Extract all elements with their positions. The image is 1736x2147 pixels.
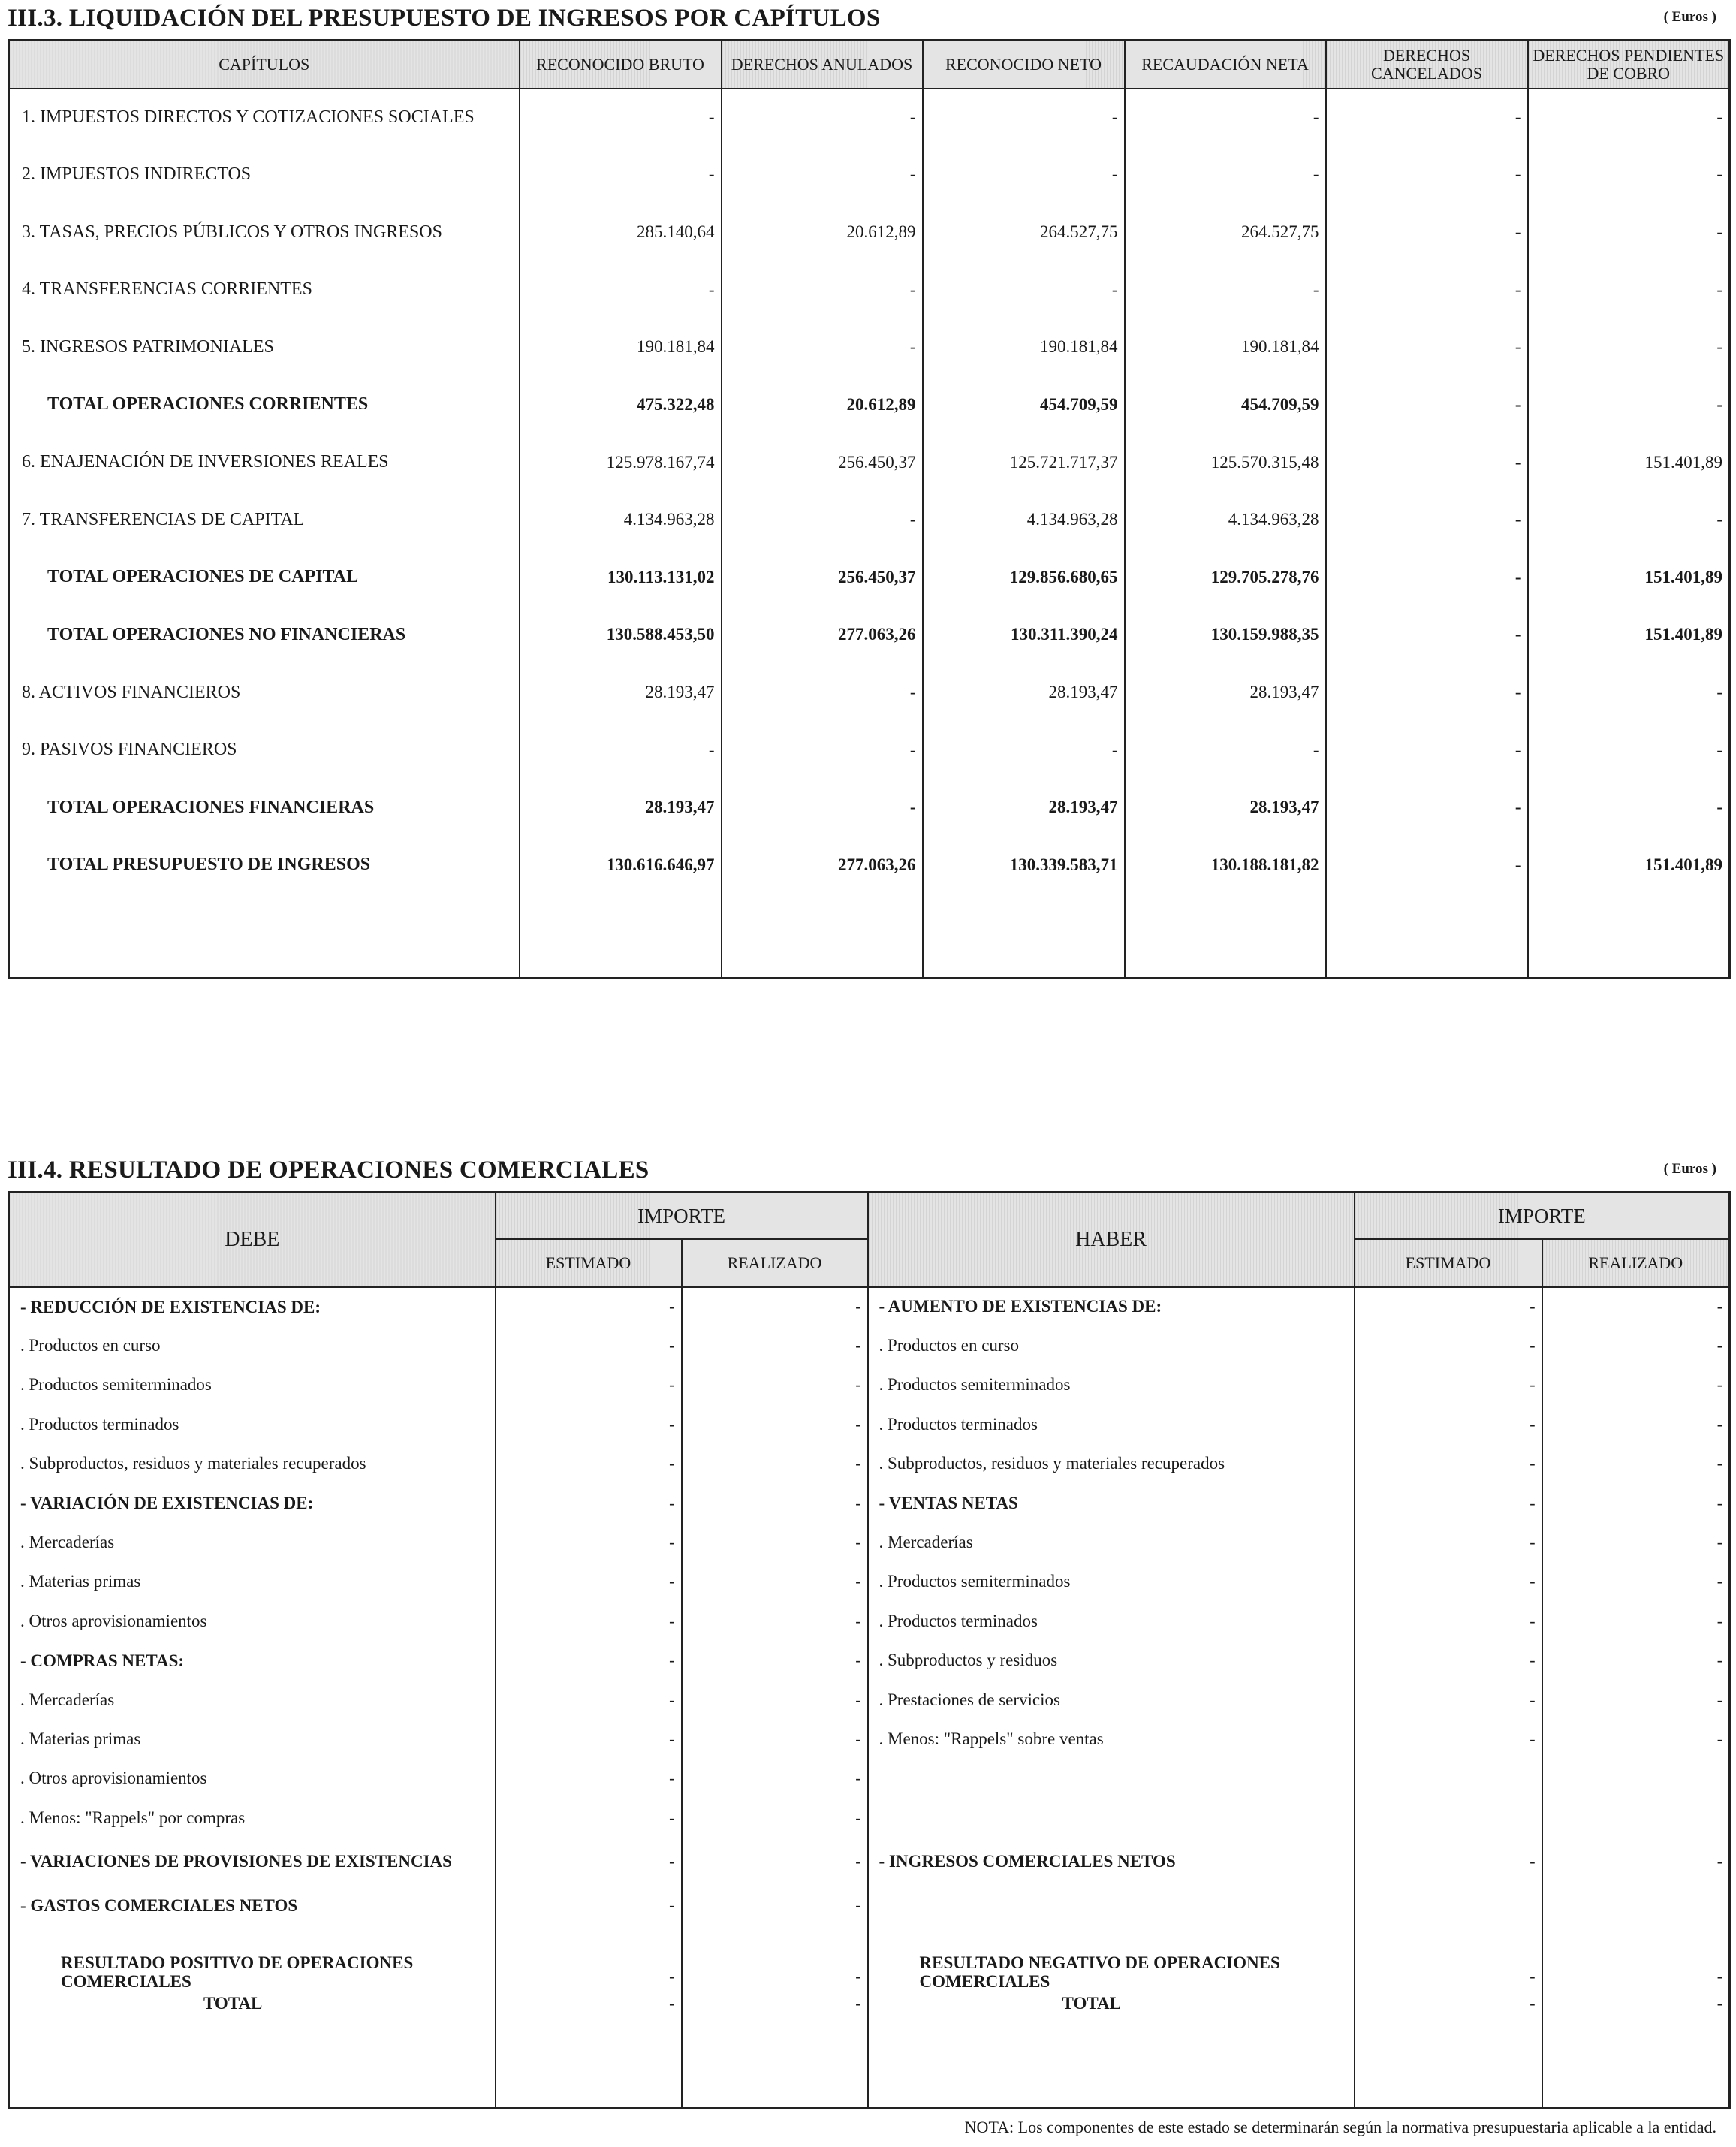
debe-label: - VARIACIÓN DE EXISTENCIAS DE: [20,1494,314,1513]
row-label: 6. ENAJENACIÓN DE INVERSIONES REALES [22,452,389,472]
col-header-pendientes-cobro: DERECHOS PENDIENTES DE COBRO [1528,41,1730,89]
debe-label: - REDUCCIÓN DE EXISTENCIAS DE: [20,1297,321,1316]
section1-unit: ( Euros ) [1663,9,1716,25]
cell-value: - [1528,721,1730,779]
cell-value: 475.322,48 [520,376,722,434]
cell-value: - [1125,146,1326,204]
debe-header: DEBE [9,1193,496,1287]
haber-label: . Productos terminados [868,1405,1355,1444]
haber-estimado [1355,1886,1542,1925]
col-header-recaudacion-neta: RECAUDACIÓN NETA [1125,41,1326,89]
cell-value: - [1326,779,1528,837]
cell-value: 4.134.963,28 [1125,491,1326,549]
cell-value: - [1326,376,1528,434]
cell-value: 20.612,89 [722,376,923,434]
haber-realizado: - [1542,1562,1730,1601]
haber-estimado: - [1355,1326,1542,1365]
importe-header-debe: IMPORTE [496,1193,868,1239]
cell-value: 256.450,37 [722,433,923,491]
table-row [9,1838,1730,1886]
cell-value: - [1326,433,1528,491]
debe-estimado: - [496,1287,682,1326]
row-label: 4. TRANSFERENCIAS CORRIENTES [22,279,312,300]
cell-value: - [1326,721,1528,779]
cell-value: - [1125,89,1326,146]
table-row [9,1405,1730,1444]
cell-value: - [1326,261,1528,318]
haber-realizado: - [1542,1720,1730,1759]
cell-value: 454.709,59 [1125,376,1326,434]
cell-value: 151.401,89 [1528,606,1730,664]
table-row [9,261,1730,318]
debe-realizado: - [682,1886,868,1925]
haber-label: . Mercaderías [868,1523,1355,1562]
result-row [9,1925,1730,1994]
debe-estimado: - [496,1365,682,1404]
cell-value: - [1528,318,1730,376]
cell-value: 28.193,47 [923,779,1125,837]
cell-value: 151.401,89 [1528,549,1730,607]
table-row [9,1523,1730,1562]
haber-estimado: - [1355,1838,1542,1886]
haber-label: - VENTAS NETAS [868,1483,1355,1522]
total-haber-estimado: - [1355,1994,1542,2024]
debe-label: . Subproductos, residuos y materiales recuperados [20,1454,366,1473]
haber-estimado: - [1355,1680,1542,1719]
cell-value: - [520,146,722,204]
haber-realizado: - [1542,1680,1730,1719]
haber-label: . Subproductos, residuos y materiales recuperados [868,1444,1355,1483]
total-row [9,837,1730,894]
cell-value: - [1528,261,1730,318]
debe-label: - COMPRAS NETAS: [20,1651,185,1670]
debe-realizado: - [682,1287,868,1326]
haber-label [868,1799,1355,1838]
cell-value: - [1326,606,1528,664]
total-haber-realizado: - [1542,1994,1730,2024]
debe-label: . Menos: "Rappels" por compras [20,1808,246,1827]
debe-label: - GASTOS COMERCIALES NETOS [20,1895,298,1915]
budget-header-row [9,41,1730,89]
debe-estimado: - [496,1326,682,1365]
cell-value: - [923,89,1125,146]
debe-estimado: - [496,1799,682,1838]
cell-value: - [520,261,722,318]
debe-realizado: - [682,1720,868,1759]
debe-realizado: - [682,1562,868,1601]
debe-estimado: - [496,1602,682,1641]
debe-realizado: - [682,1799,868,1838]
cell-value: 256.450,37 [722,549,923,607]
haber-realizado: - [1542,1483,1730,1522]
cell-value: - [520,89,722,146]
cell-value: - [1528,779,1730,837]
table-row [9,146,1730,204]
result-debe-realizado: - [682,1925,868,1994]
table-row [9,721,1730,779]
cell-value: - [1326,318,1528,376]
debe-realizado: - [682,1365,868,1404]
col-header-capitulos: CAPÍTULOS [9,41,520,89]
cell-value: - [1528,89,1730,146]
haber-label: - AUMENTO DE EXISTENCIAS DE: [868,1287,1355,1326]
cell-value: - [923,721,1125,779]
haber-realizado: - [1542,1405,1730,1444]
cell-value: - [1326,549,1528,607]
row-label: TOTAL OPERACIONES CORRIENTES [47,394,369,415]
cell-value: - [1125,261,1326,318]
debe-label: . Otros aprovisionamientos [20,1769,207,1788]
haber-estimado: - [1355,1405,1542,1444]
row-label: 2. IMPUESTOS INDIRECTOS [22,164,252,184]
cell-value: 125.721.717,37 [923,433,1125,491]
table-row [9,1602,1730,1641]
haber-estimado: - [1355,1483,1542,1522]
debe-label: . Mercaderías [20,1690,115,1709]
cell-value: - [722,261,923,318]
cell-value: - [1528,491,1730,549]
footnote: NOTA: Los componentes de este estado se determinarán según la normativa presupuestaria aplicable a la entidad. [964,2118,1716,2136]
row-label: 7. TRANSFERENCIAS DE CAPITAL [22,509,305,529]
result-haber-estimado: - [1355,1925,1542,1994]
budget-table [8,39,1731,979]
debe-label: - VARIACIONES DE PROVISIONES DE EXISTENCIAS [20,1852,452,1871]
row-label: 9. PASIVOS FINANCIEROS [22,740,237,760]
haber-estimado: - [1355,1287,1542,1326]
debe-estimado: - [496,1641,682,1680]
cell-value: 28.193,47 [1125,779,1326,837]
table-row [9,433,1730,491]
total-row [9,1994,1730,2024]
haber-realizado: - [1542,1326,1730,1365]
row-label: 8. ACTIVOS FINANCIEROS [22,682,241,702]
cell-value: 190.181,84 [520,318,722,376]
cell-value: - [722,779,923,837]
row-label: TOTAL PRESUPUESTO DE INGRESOS [47,855,371,875]
debe-realizado: - [682,1523,868,1562]
haber-label: - INGRESOS COMERCIALES NETOS [868,1838,1355,1886]
row-label: TOTAL OPERACIONES NO FINANCIERAS [47,624,406,644]
haber-label: . Prestaciones de servicios [868,1680,1355,1719]
cell-value: 130.616.646,97 [520,837,722,894]
cell-value: 130.339.583,71 [923,837,1125,894]
table-row [9,491,1730,549]
table-row [9,1483,1730,1522]
debe-estimado: - [496,1759,682,1798]
filler-row [9,2024,1730,2108]
cell-value: 151.401,89 [1528,837,1730,894]
cell-value: - [1125,721,1326,779]
commercial-table [8,1191,1731,2109]
cell-value: 129.705.278,76 [1125,549,1326,607]
haber-realizado [1542,1799,1730,1838]
estimado-header-debe: ESTIMADO [496,1239,682,1287]
haber-realizado: - [1542,1641,1730,1680]
cell-value: 151.401,89 [1528,433,1730,491]
cell-value: 130.588.453,50 [520,606,722,664]
table-row [9,1444,1730,1483]
result-negative-label: RESULTADO NEGATIVO DE OPERACIONES COMERCIALES [868,1925,1355,1994]
cell-value: 130.159.988,35 [1125,606,1326,664]
table-row [9,1680,1730,1719]
cell-value: - [1528,204,1730,261]
total-debe-estimado: - [496,1994,682,2024]
realizado-header-debe: REALIZADO [682,1239,868,1287]
haber-label: . Menos: "Rappels" sobre ventas [868,1720,1355,1759]
haber-realizado: - [1542,1444,1730,1483]
table-row [9,1365,1730,1404]
debe-estimado: - [496,1444,682,1483]
haber-realizado: - [1542,1365,1730,1404]
table-row [9,1641,1730,1680]
cell-value: 130.113.131,02 [520,549,722,607]
cell-value: 129.856.680,65 [923,549,1125,607]
cell-value: - [722,318,923,376]
haber-label [868,1759,1355,1798]
cell-value: 28.193,47 [923,664,1125,722]
cell-value: 28.193,47 [1125,664,1326,722]
haber-header: HABER [868,1193,1355,1287]
table-row [9,664,1730,722]
col-header-derechos-cancelados: DERECHOS CANCELADOS [1326,41,1528,89]
row-label: 3. TASAS, PRECIOS PÚBLICOS Y OTROS INGRESOS [22,222,442,242]
cell-value: 190.181,84 [923,318,1125,376]
total-label-haber: TOTAL [868,1994,1355,2024]
filler-row [9,894,1730,978]
debe-label: . Productos semiterminados [20,1375,212,1395]
haber-estimado: - [1355,1641,1542,1680]
cell-value: - [1326,204,1528,261]
cell-value: 125.978.167,74 [520,433,722,491]
cell-value: - [1528,146,1730,204]
cell-value: - [722,146,923,204]
total-debe-realizado: - [682,1994,868,2024]
table-row [9,204,1730,261]
table-row [9,1799,1730,1838]
table-row [9,1759,1730,1798]
haber-label: . Productos terminados [868,1602,1355,1641]
total-row [9,779,1730,837]
cell-value: 28.193,47 [520,664,722,722]
section2-unit: ( Euros ) [1663,1161,1716,1177]
table-row [9,1720,1730,1759]
total-label-debe: TOTAL [203,1994,263,2013]
table-row [9,1287,1730,1326]
estimado-header-haber: ESTIMADO [1355,1239,1542,1287]
haber-realizado: - [1542,1287,1730,1326]
cell-value: - [722,491,923,549]
section2-title: III.4. RESULTADO DE OPERACIONES COMERCIALES [8,1156,649,1184]
haber-estimado: - [1355,1365,1542,1404]
debe-estimado: - [496,1720,682,1759]
cell-value: 4.134.963,28 [520,491,722,549]
total-row [9,606,1730,664]
debe-realizado: - [682,1680,868,1719]
haber-estimado: - [1355,1602,1542,1641]
cell-value: 28.193,47 [520,779,722,837]
haber-realizado [1542,1886,1730,1925]
table-row [9,89,1730,146]
debe-label: . Materias primas [20,1572,141,1591]
cell-value: - [923,146,1125,204]
cell-value: 20.612,89 [722,204,923,261]
debe-realizado: - [682,1483,868,1522]
cell-value: 277.063,26 [722,606,923,664]
cell-value: 4.134.963,28 [923,491,1125,549]
debe-label: . Mercaderías [20,1533,115,1552]
cell-value: - [923,261,1125,318]
cell-value: 130.188.181,82 [1125,837,1326,894]
section1-title: III.3. LIQUIDACIÓN DEL PRESUPUESTO DE INGRESOS POR CAPÍTULOS [8,5,881,32]
debe-realizado: - [682,1759,868,1798]
cell-value: - [1528,664,1730,722]
cell-value: - [722,89,923,146]
table-row [9,1562,1730,1601]
table-row [9,1886,1730,1925]
haber-realizado: - [1542,1523,1730,1562]
haber-estimado: - [1355,1720,1542,1759]
cell-value: 130.311.390,24 [923,606,1125,664]
haber-label: . Productos semiterminados [868,1562,1355,1601]
debe-estimado: - [496,1886,682,1925]
cell-value: - [722,664,923,722]
cell-value: 285.140,64 [520,204,722,261]
cell-value: 454.709,59 [923,376,1125,434]
importe-header-haber: IMPORTE [1355,1193,1730,1239]
haber-estimado: - [1355,1444,1542,1483]
row-label: TOTAL OPERACIONES FINANCIERAS [47,797,375,817]
debe-realizado: - [682,1602,868,1641]
cell-value: 264.527,75 [923,204,1125,261]
row-label: 5. INGRESOS PATRIMONIALES [22,336,274,357]
debe-label: . Materias primas [20,1729,141,1748]
row-label: 1. IMPUESTOS DIRECTOS Y COTIZACIONES SOCIALES [22,107,475,127]
debe-realizado: - [682,1641,868,1680]
commercial-header-row-1 [9,1193,1730,1239]
cell-value: 277.063,26 [722,837,923,894]
table-row [9,1326,1730,1365]
row-label: TOTAL OPERACIONES DE CAPITAL [47,567,359,587]
haber-estimado [1355,1759,1542,1798]
haber-realizado [1542,1759,1730,1798]
haber-realizado: - [1542,1602,1730,1641]
debe-estimado: - [496,1838,682,1886]
haber-estimado: - [1355,1562,1542,1601]
debe-estimado: - [496,1680,682,1719]
cell-value: - [1326,837,1528,894]
total-row [9,549,1730,607]
haber-estimado [1355,1799,1542,1838]
haber-label: . Productos en curso [868,1326,1355,1365]
cell-value: - [722,721,923,779]
col-header-reconocido-neto: RECONOCIDO NETO [923,41,1125,89]
result-positive-label: RESULTADO POSITIVO DE OPERACIONES COMERCIALES [61,1953,414,1992]
cell-value: - [520,721,722,779]
cell-value: 264.527,75 [1125,204,1326,261]
cell-value: 190.181,84 [1125,318,1326,376]
haber-realizado: - [1542,1838,1730,1886]
cell-value: - [1326,664,1528,722]
total-row [9,376,1730,434]
realizado-header-haber: REALIZADO [1542,1239,1730,1287]
result-haber-realizado: - [1542,1925,1730,1994]
haber-label: . Subproductos y residuos [868,1641,1355,1680]
debe-label: . Productos en curso [20,1336,161,1355]
table-row [9,318,1730,376]
cell-value: - [1326,491,1528,549]
result-debe-estimado: - [496,1925,682,1994]
cell-value: 125.570.315,48 [1125,433,1326,491]
debe-realizado: - [682,1405,868,1444]
debe-estimado: - [496,1483,682,1522]
col-header-derechos-anulados: DERECHOS ANULADOS [722,41,923,89]
debe-label: . Otros aprovisionamientos [20,1611,207,1630]
haber-estimado: - [1355,1523,1542,1562]
cell-value: - [1326,89,1528,146]
debe-estimado: - [496,1405,682,1444]
col-header-reconocido-bruto: RECONOCIDO BRUTO [520,41,722,89]
cell-value: - [1528,376,1730,434]
debe-label: . Productos terminados [20,1414,179,1434]
haber-label: . Productos semiterminados [868,1365,1355,1404]
debe-realizado: - [682,1444,868,1483]
debe-estimado: - [496,1562,682,1601]
haber-label [868,1886,1355,1925]
debe-estimado: - [496,1523,682,1562]
cell-value: - [1326,146,1528,204]
debe-realizado: - [682,1838,868,1886]
debe-realizado: - [682,1326,868,1365]
